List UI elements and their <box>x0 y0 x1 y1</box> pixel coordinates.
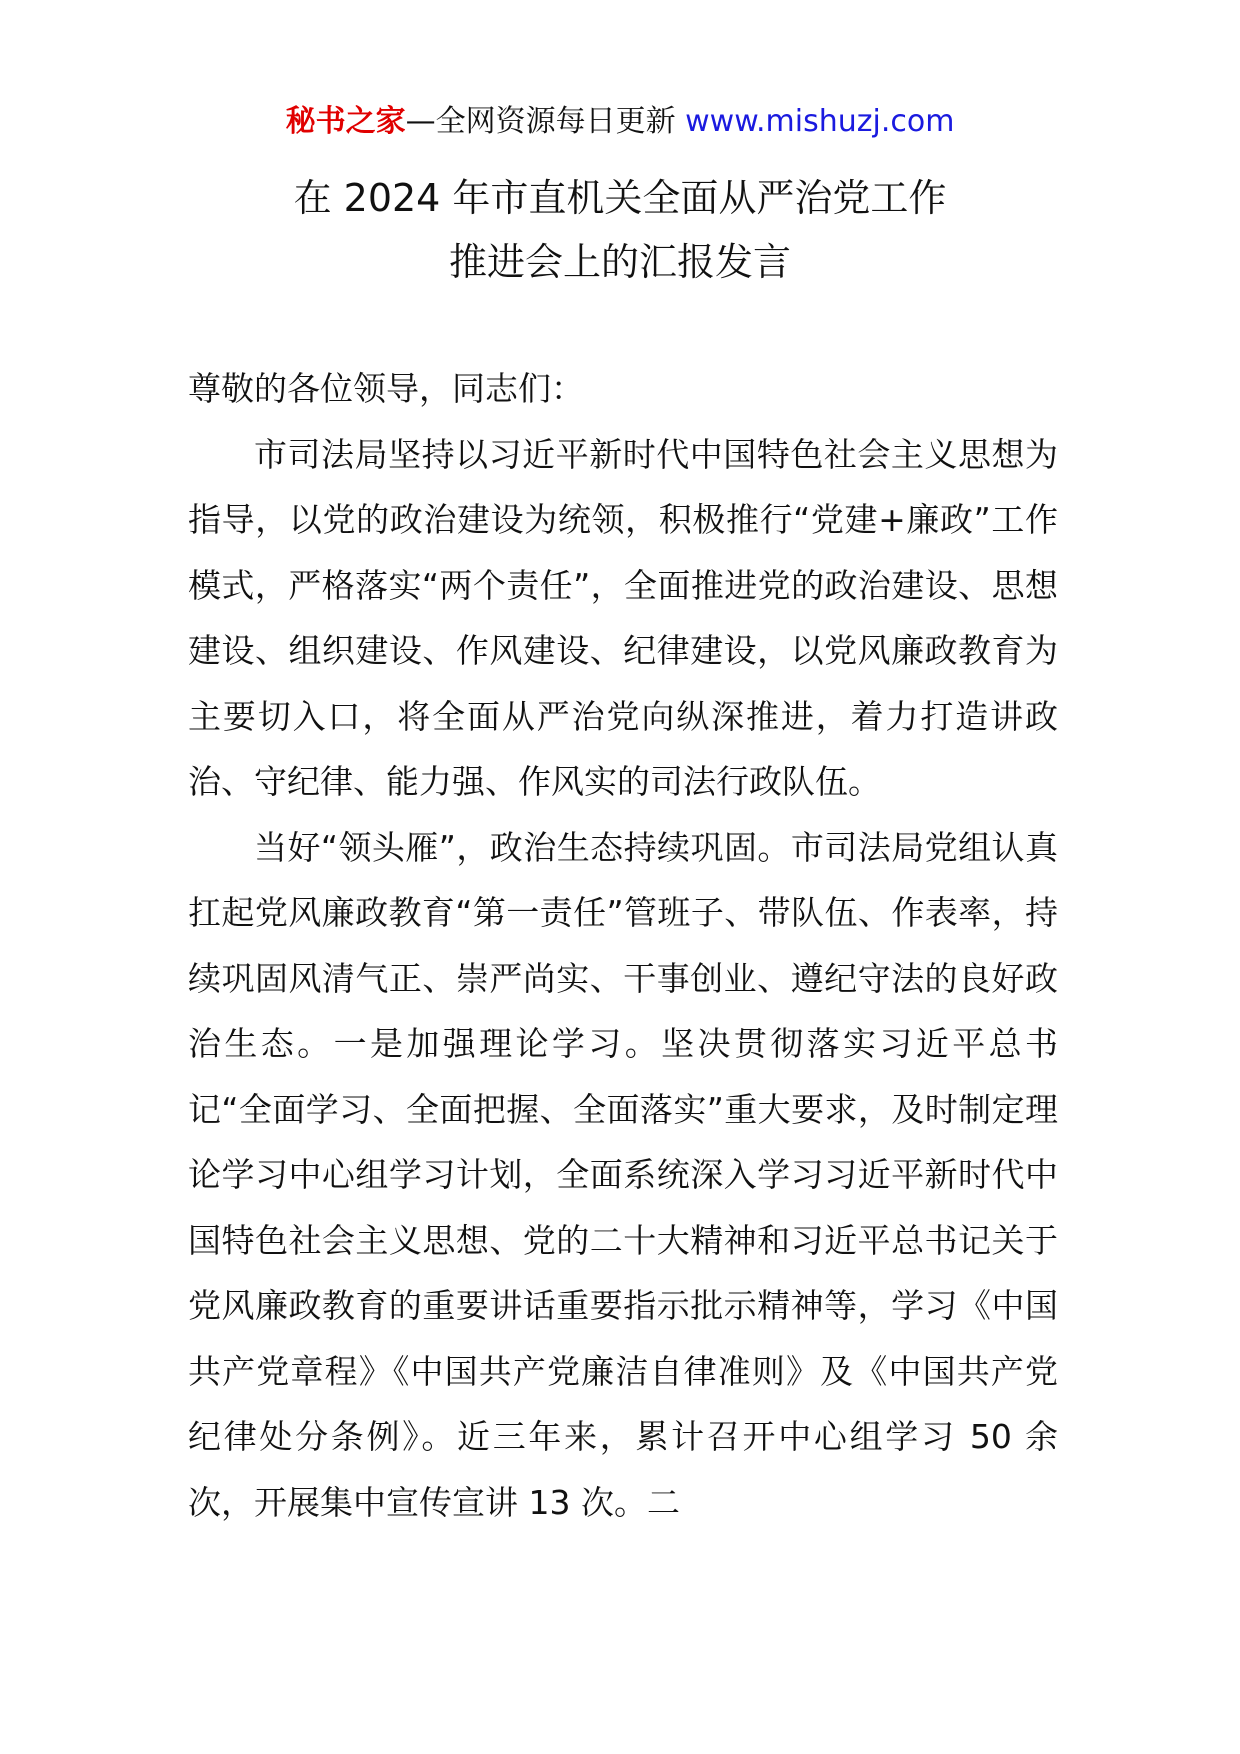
paragraph-political-ecology: 当好“领头雁”，政治生态持续巩固。市司法局党组认真扛起党风廉政教育“第一责任”管班子、带队伍、作表率，持续巩固风清气正、崇严尚实、干事创业、遵纪守法的良好政治生态。一是加强理论学习。坚决贯彻落实习近平总书记“全面学习、全面把握、全面落实”重大要求，及时制定理论学习中心组学习计划，全面系统深入学习习近平新时代中国特色社会主义思想、党的二十大精神和习近平总书记关于党风廉政教育的重要讲话重要指示批示精神等，学习《中国共产党章程》《中国共产党廉洁自律准则》及《中国共产党纪律处分条例》。近三年来，累计召开中心组学习 50 余次，开展集中宣传宣讲 13 次。二 <box>188 827 1058 1522</box>
document-body <box>188 356 1058 1535</box>
title-line-2: 推进会上的汇报发言 <box>448 240 791 284</box>
brand-name: 秘书之家 <box>285 104 406 139</box>
site-url-link[interactable]: www.mishuzj.com <box>685 104 955 139</box>
document-title <box>0 166 1240 294</box>
site-tagline: —全网资源每日更新 <box>405 104 676 139</box>
paragraph-intro: 市司法局坚持以习近平新时代中国特色社会主义思想为指导，以党的政治建设为统领，积极推行“党建+廉政”工作模式，严格落实“两个责任”，全面推进党的政治建设、思想建设、组织建设、作风建设、纪律建设，以党风廉政教育为主要切入口，将全面从严治党向纵深推进，着力打造讲政治、守纪律、能力强、作风实的司法行政队伍。 <box>188 434 1058 801</box>
salutation: 尊敬的各位领导，同志们： <box>188 369 584 408</box>
title-line-1: 在 2024 年市直机关全面从严治党工作 <box>293 176 947 220</box>
site-header <box>0 100 1240 144</box>
